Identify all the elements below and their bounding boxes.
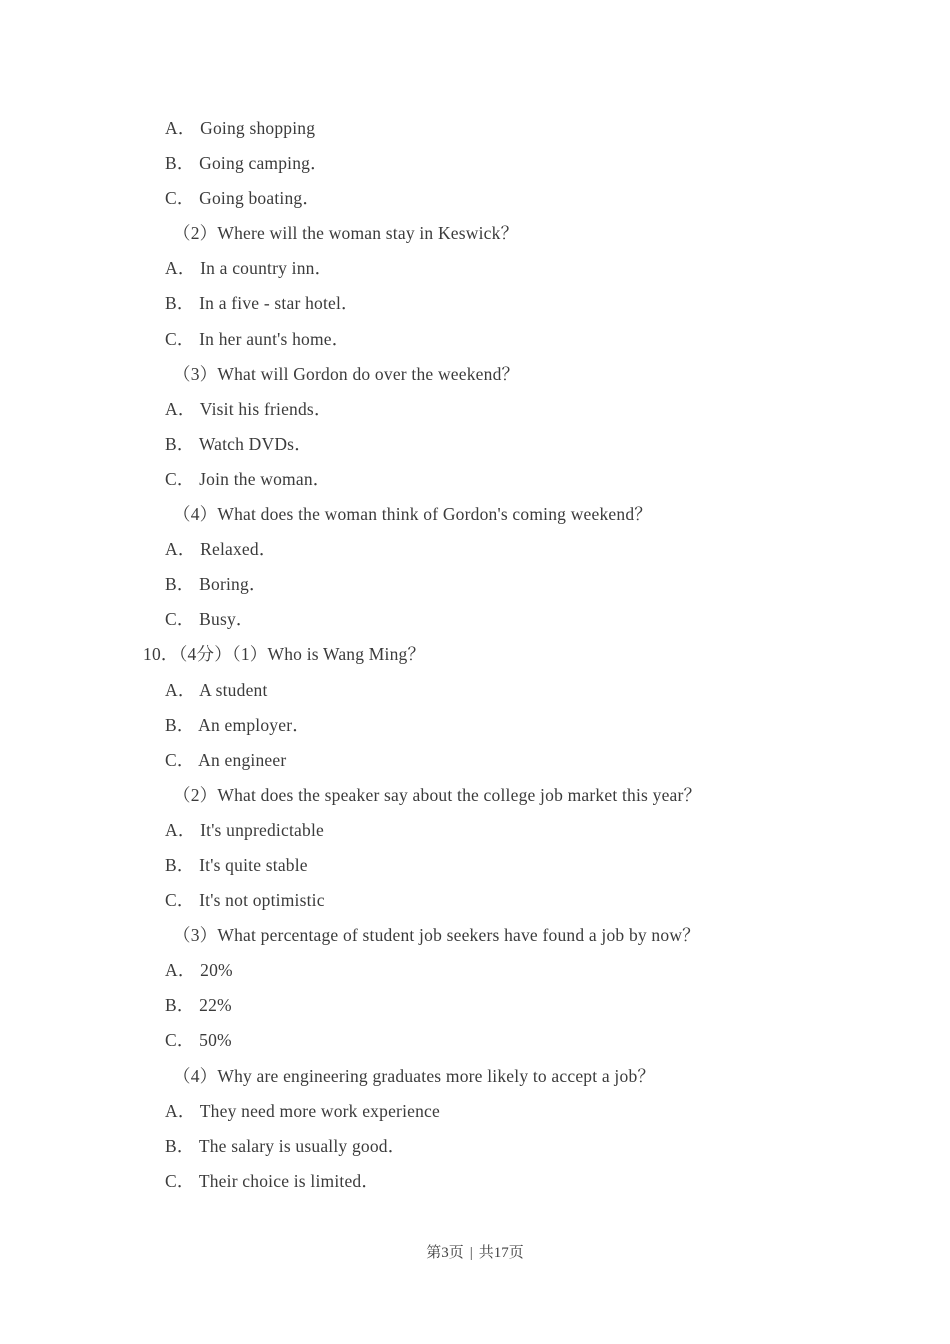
document-line: C． Going boating． — [165, 188, 321, 209]
document-line: B． In a five - star hotel． — [165, 293, 359, 314]
document-line: C． It's not optimistic — [165, 890, 325, 911]
document-line: C． Their choice is limited． — [165, 1170, 380, 1191]
document-line: B． Going camping． — [165, 153, 328, 174]
document-line: A． It's unpredictable — [165, 819, 324, 840]
document-line: （3）What will Gordon do over the weekend？ — [173, 363, 520, 384]
footer-current-page: 第3页 — [426, 1245, 464, 1261]
document-line: A． 20% — [165, 960, 233, 981]
document-line: （2）Where will the woman stay in Keswick？ — [173, 223, 519, 244]
document-line: A． In a country inn． — [165, 258, 333, 279]
document-line: （4）Why are engineering graduates more likely to accept a job？ — [173, 1065, 656, 1086]
document-line: B． It's quite stable — [165, 854, 308, 875]
document-line: C． Busy． — [165, 609, 254, 630]
document-line: A． They need more work experience — [165, 1100, 440, 1121]
document-line: B． An employer． — [165, 714, 310, 735]
document-line: B． The salary is usually good． — [165, 1135, 406, 1156]
document-line: B． 22% — [165, 995, 232, 1016]
document-line: A． Visit his friends． — [165, 398, 332, 419]
document-line: C． 50% — [165, 1030, 232, 1051]
document-line: A． Going shopping — [165, 118, 316, 138]
exam-content — [0, 111, 950, 1199]
document-line: （3）What percentage of student job seekers have found a job by now？ — [173, 925, 700, 946]
page-footer — [0, 1243, 950, 1263]
footer-total-pages: 共17页 — [478, 1245, 524, 1261]
document-line: C． Join the woman． — [165, 468, 331, 489]
footer-separator: | — [469, 1245, 473, 1261]
document-line: B． Watch DVDs． — [165, 433, 312, 454]
document-line: （4）What does the woman think of Gordon's coming weekend？ — [173, 504, 652, 525]
document-line: （2）What does the speaker say about the college job market this year？ — [173, 784, 702, 805]
document-line: A． Relaxed． — [165, 539, 277, 560]
document-line: B． Boring． — [165, 574, 267, 595]
document-line: 10．（4分）（1）Who is Wang Ming？ — [143, 644, 426, 665]
document-line: C． An engineer — [165, 749, 287, 770]
document-line: A． A student — [165, 679, 268, 700]
document-line: C． In her aunt's home． — [165, 328, 350, 349]
